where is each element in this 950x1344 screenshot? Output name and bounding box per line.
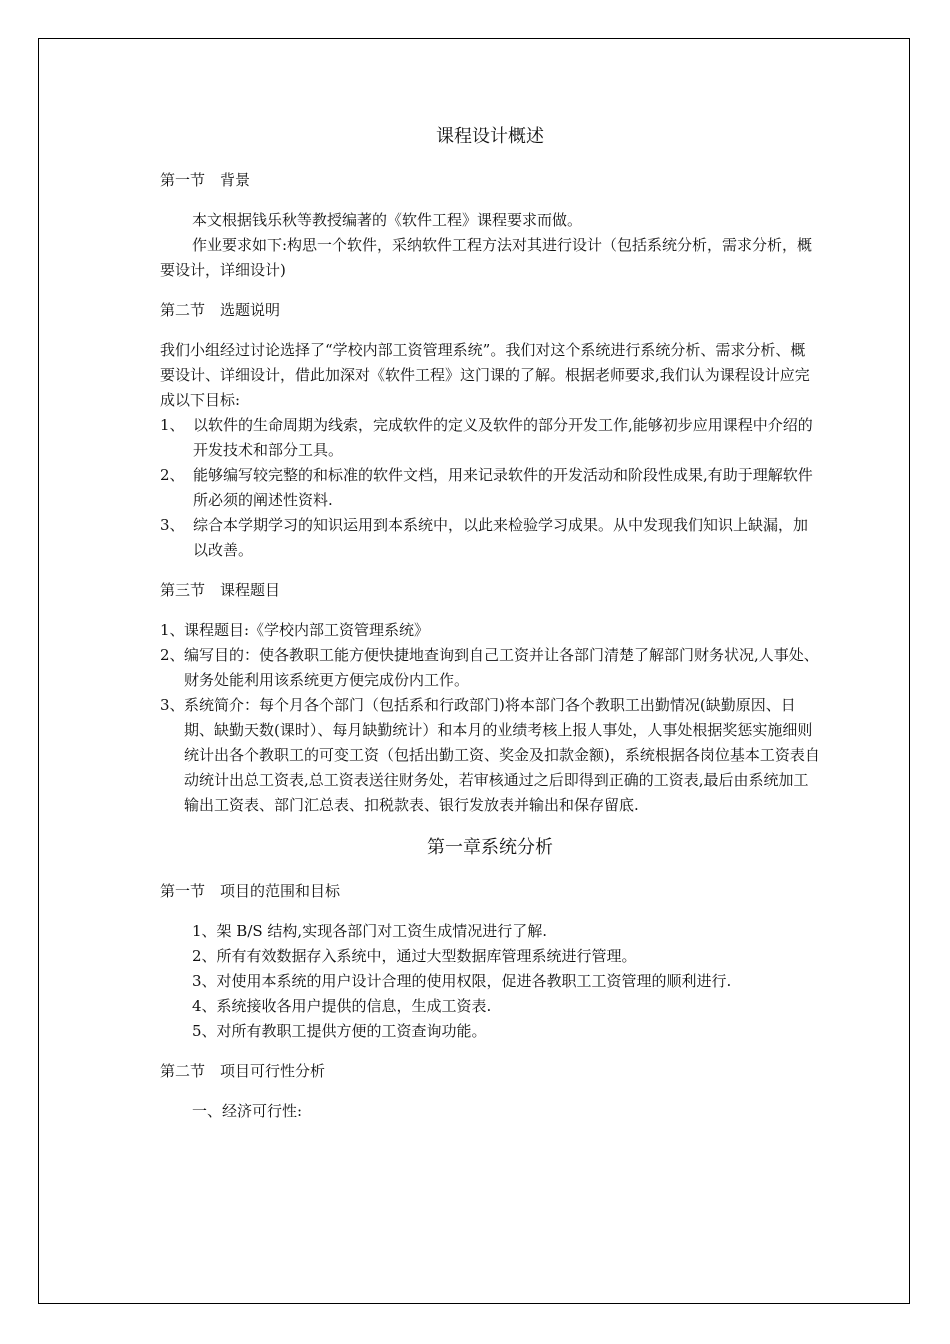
list-item [160,618,820,643]
paragraph: 作业要求如下:构思一个软件，采纳软件工程方法对其进行设计（包括系统分析，需求分析，概要设计，详细设计) [160,236,813,279]
section-heading: 第二节 选题说明 [160,301,281,319]
list-number: 3、 [160,696,185,714]
chapter-title: 第一章系统分析 [427,837,553,858]
paragraph: 我们小组经过讨论选择了“学校内部工资管理系统”。我们对这个系统进行系统分析、需求分析、概要设计、详细设计，借此加深对《软件工程》这门课的了解。根据老师要求,我们认为课程设计应完成以下目标: [160,341,810,409]
section-heading: 第一节 项目的范围和目标 [160,882,341,900]
list-text: 以软件的生命周期为线索，完成软件的定义及软件的部分开发工作,能够初步应用课程中介绍的开发技术和部分工具。 [193,416,813,459]
list-number: 1、 [160,416,185,434]
list-item: 2、所有有效数据存入系统中，通过大型数据库管理系统进行管理。 [192,947,637,965]
section-heading: 第一节 背景 [160,171,251,189]
list-number: 2、 [160,646,185,664]
list-item [160,643,820,693]
document-body [160,122,820,1124]
subsection-heading: 一、经济可行性: [192,1102,303,1120]
list-item [160,513,820,563]
list-item [160,463,820,513]
list-text: 综合本学期学习的知识运用到本系统中，以此来检验学习成果。从中发现我们知识上缺漏，加以改善。 [193,516,809,559]
list-text: 能够编写较完整的和标准的软件文档，用来记录软件的开发活动和阶段性成果,有助于理解软件所必须的阐述性资料. [193,466,813,509]
list-number: 3、 [160,516,185,534]
list-text: 课程题目:《学校内部工资管理系统》 [184,621,430,639]
list-item: 4、系统接收各用户提供的信息，生成工资表. [192,997,492,1015]
list-item [160,693,820,818]
list-number: 1、 [160,621,185,639]
paragraph: 本文根据钱乐秋等教授编著的《软件工程》课程要求而做。 [192,211,583,229]
list-item: 3、对使用本系统的用户设计合理的使用权限，促进各教职工工资管理的顺利进行. [192,972,732,990]
list-text: 系统简介：每个月各个部门（包括系和行政部门)将本部门各个教职工出勤情况(缺勤原因、日期、缺勤天数(课时）、每月缺勤统计）和本月的业绩考核上报人事处，人事处根据奖惩实施细则统计出各个教职工的可变工资（包括出勤工资、奖金及扣款金额)，系统根据各岗位基本工资表自动统计出总工资表,总工资表送往财务处，若审核通过之后即得到正确的工资表,最后由系统加工输出工资表、部门汇总表、扣税款表、银行发放表并输出和保存留底. [184,696,820,814]
list-number: 2、 [160,466,185,484]
list-text: 编写目的：使各教职工能方便快捷地查询到自己工资并让各部门清楚了解部门财务状况,人事处、财务处能利用该系统更方便完成份内工作。 [184,646,819,689]
section-heading: 第二节 项目可行性分析 [160,1062,326,1080]
document-title: 课程设计概述 [436,126,544,147]
section-heading: 第三节 课程题目 [160,581,281,599]
list-item: 1、架 B/S 结构,实现各部门对工资生成情况进行了解. [192,922,547,940]
list-item [160,413,820,463]
list-item: 5、对所有教职工提供方便的工资查询功能。 [192,1022,487,1040]
